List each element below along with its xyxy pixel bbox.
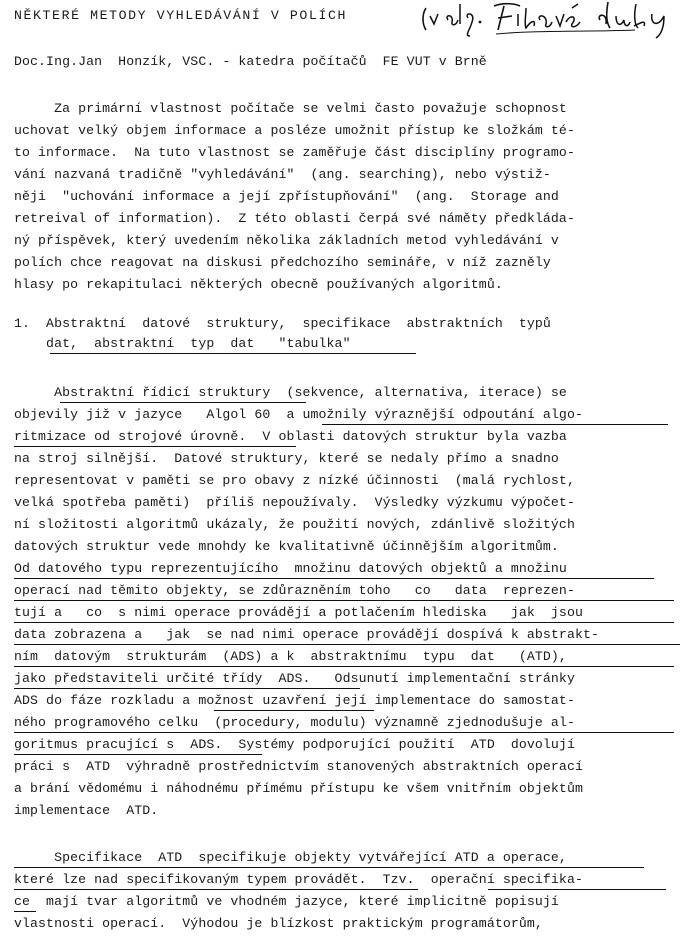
body-line: objevily již v jazyce Algol 60 a umožnily výraznější odpoutání algo- xyxy=(14,407,583,422)
body-line: práci s ATD výhradně prostřednictvím stanovených abstraktních operací xyxy=(14,759,583,774)
body-line: datových struktur vede mnohdy ke kvalitativně účinnějším algoritmům. xyxy=(14,539,559,554)
pen-underline xyxy=(14,600,674,601)
pen-underline xyxy=(14,578,654,579)
pen-underline xyxy=(14,867,644,868)
body-line: ce mají tvar algoritmů ve vhodném jazyce, které implicitně popisují xyxy=(14,894,559,909)
body-line: na stroj silnější. Datové struktury, které se nedaly přímo a snadno xyxy=(14,451,559,466)
pen-underline xyxy=(14,732,674,733)
pen-underline xyxy=(14,622,674,623)
pen-underline xyxy=(60,402,306,403)
intro-line: uchovat velký objem informace a posléze umožnit přístup ke složkám té- xyxy=(14,123,575,138)
intro-line: to informace. Na tuto vlastnost se zaměřuje část disciplíny programo- xyxy=(14,145,575,160)
body-line: implementace ATD. xyxy=(14,803,159,818)
heading-underline xyxy=(50,353,416,354)
intro-line: Za primární vlastnost počítače se velmi často považuje schopnost xyxy=(14,101,567,116)
body-line: tují a co s nimi operace provádějí a potlačením hlediska jak jsou xyxy=(14,605,583,620)
body-line: data zobrazena a jak se nad nimi operace provádějí dospívá k abstrakt- xyxy=(14,627,600,642)
body-line: ním datovým strukturám (ADS) a k abstraktnímu typu dat (ATD), xyxy=(14,649,567,664)
pen-underline xyxy=(14,644,680,645)
body-line: Specifikace ATD specifikuje objekty vytvářející ATD a operace, xyxy=(14,850,567,865)
body-line: které lze nad specifikovaným typem provádět. Tzv. operační specifika- xyxy=(14,872,583,887)
pen-underline xyxy=(322,424,668,425)
body-line: velká spotřeba paměti) příliš nepoužívaly. Výsledky výzkumu výpočet- xyxy=(14,495,575,510)
pen-underline xyxy=(214,710,374,711)
pen-underline xyxy=(488,889,666,890)
section-heading-line: dat, abstraktní typ dat "tabulka" xyxy=(14,336,351,351)
intro-line: hlasy po rekapitulaci některých obecně používaných algoritmů. xyxy=(14,277,503,292)
handwritten-annotation xyxy=(420,0,682,40)
body-line: representovat v paměti se pro obavy z nízké účinnosti (malá rychlost, xyxy=(14,473,575,488)
body-line: jako představiteli určité třídy ADS. Odsunutí implementační stránky xyxy=(14,671,575,686)
intro-line: něji "uchování informace a její zpřístupňování" (ang. Storage and xyxy=(14,189,559,204)
intro-line: polích chce reagovat na diskusi předchozího semináře, v níž zazněly xyxy=(14,255,551,270)
intro-line: ný příspěvek, který uvedením několika základních metod vyhledávání v xyxy=(14,233,559,248)
body-line: Od datového typu reprezentujícího množinu datových objektů a množinu xyxy=(14,561,567,576)
pen-underline xyxy=(14,754,262,755)
body-line: operací nad těmito objekty, se zdůrazněním toho co data reprezen- xyxy=(14,583,575,598)
body-line: goritmus pracující s ADS. Systémy podporující použití ATD dovolují xyxy=(14,737,575,752)
body-line: vlastnosti operací. Výhodou je blízkost praktickým programátorům, xyxy=(14,916,543,931)
pen-underline xyxy=(14,911,36,912)
document-title: NĚKTERÉ METODY VYHLEDÁVÁNÍ V POLÍCH xyxy=(14,8,347,23)
body-line: a brání vědomému i náhodnému přímému přístupu ke všem vnitřním objektům xyxy=(14,781,583,796)
pen-underline xyxy=(14,446,296,447)
author-line: Doc.Ing.Jan Honzík, VSC. - katedra počítačů FE VUT v Brně xyxy=(14,54,487,69)
body-line: ného programového celku (procedury, modulu) významně zjednodušuje al- xyxy=(14,715,575,730)
body-line: ADS do fáze rozkladu a možnost uzavření její implementace do samostat- xyxy=(14,693,575,708)
body-line: Abstraktní řídicí struktury (sekvence, alternativa, iterace) se xyxy=(14,385,567,400)
pen-underline xyxy=(14,666,674,667)
body-line: ritmizace od strojové úrovně. V oblasti datových struktur byla vazba xyxy=(14,429,567,444)
intro-line: vání nazvaná tradičně "vyhledávání" (ang. searching), nebo výstiž- xyxy=(14,167,551,182)
section-heading-line: 1. Abstraktní datové struktury, specifikace abstraktních typů xyxy=(14,316,551,331)
intro-line: retreival of information). Z této oblasti čerpá své náměty předkláda- xyxy=(14,211,575,226)
pen-underline xyxy=(14,688,360,689)
pen-underline xyxy=(14,889,418,890)
body-line: ní složitosti algoritmů ukázaly, že použití nových, zdánlivě složitých xyxy=(14,517,575,532)
